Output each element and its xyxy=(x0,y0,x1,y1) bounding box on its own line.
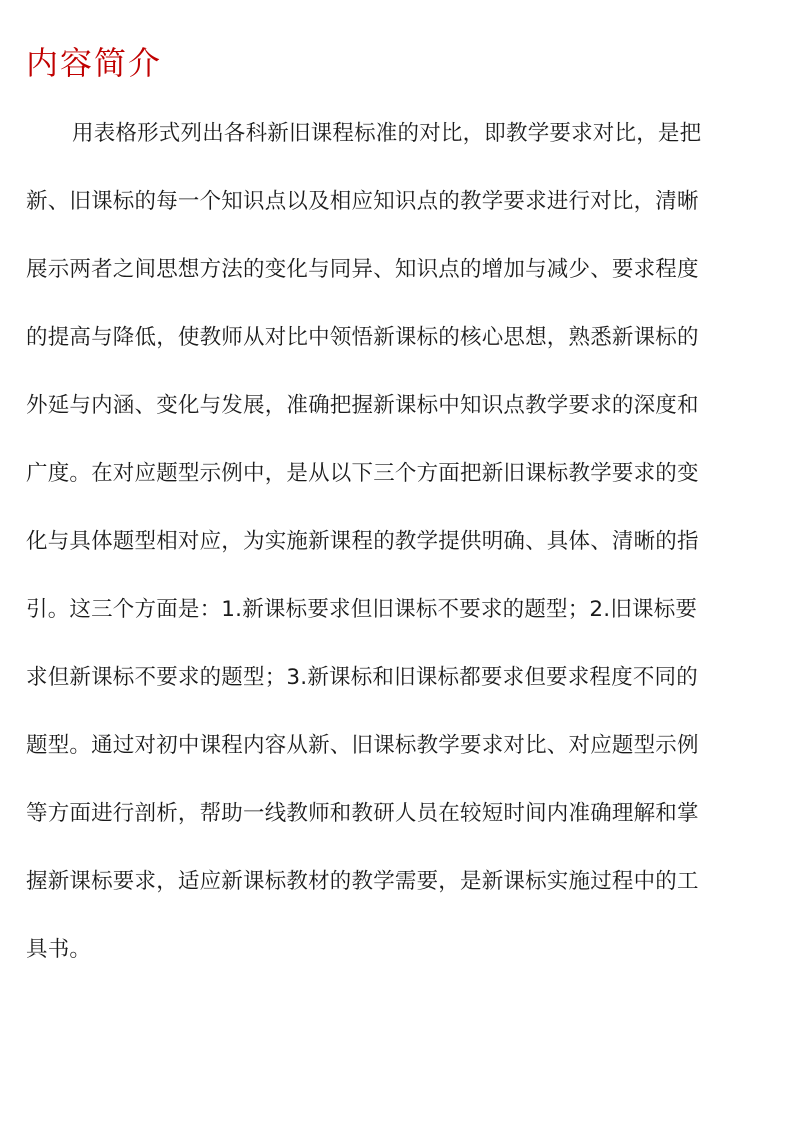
paragraph-line: 求但新课标不要求的题型；3.新课标和旧课标都要求但要求程度不同的 xyxy=(26,665,698,690)
paragraph-line: 的提高与降低，使教师从对比中领悟新课标的核心思想，熟悉新课标的 xyxy=(26,325,699,350)
paragraph-line: 广度。在对应题型示例中，是从以下三个方面把新旧课标教学要求的变 xyxy=(26,461,699,486)
paragraph-line: 展示两者之间思想方法的变化与同异、知识点的增加与减少、要求程度 xyxy=(26,257,699,282)
paragraph-line: 等方面进行剖析，帮助一线教师和教研人员在较短时间内准确理解和掌 xyxy=(26,801,699,826)
paragraph-line: 化与具体题型相对应，为实施新课程的教学提供明确、具体、清晰的指 xyxy=(26,529,699,554)
paragraph-line: 题型。通过对初中课程内容从新、旧课标教学要求对比、对应题型示例 xyxy=(26,733,699,758)
paragraph-line: 外延与内涵、变化与发展，准确把握新课标中知识点教学要求的深度和 xyxy=(26,393,699,418)
paragraph-line: 具书。 xyxy=(26,937,92,962)
paragraph-line: 握新课标要求，适应新课标教材的教学需要，是新课标实施过程中的工 xyxy=(26,869,699,894)
section-title: 内容简介 xyxy=(26,44,163,82)
paragraph-line: 新、旧课标的每一个知识点以及相应知识点的教学要求进行对比，清晰 xyxy=(26,189,699,214)
paragraph-line: 引。这三个方面是：1.新课标要求但旧课标不要求的题型；2.旧课标要 xyxy=(26,597,698,622)
paragraph-line: 用表格形式列出各科新旧课程标准的对比，即教学要求对比，是把 xyxy=(72,121,702,146)
